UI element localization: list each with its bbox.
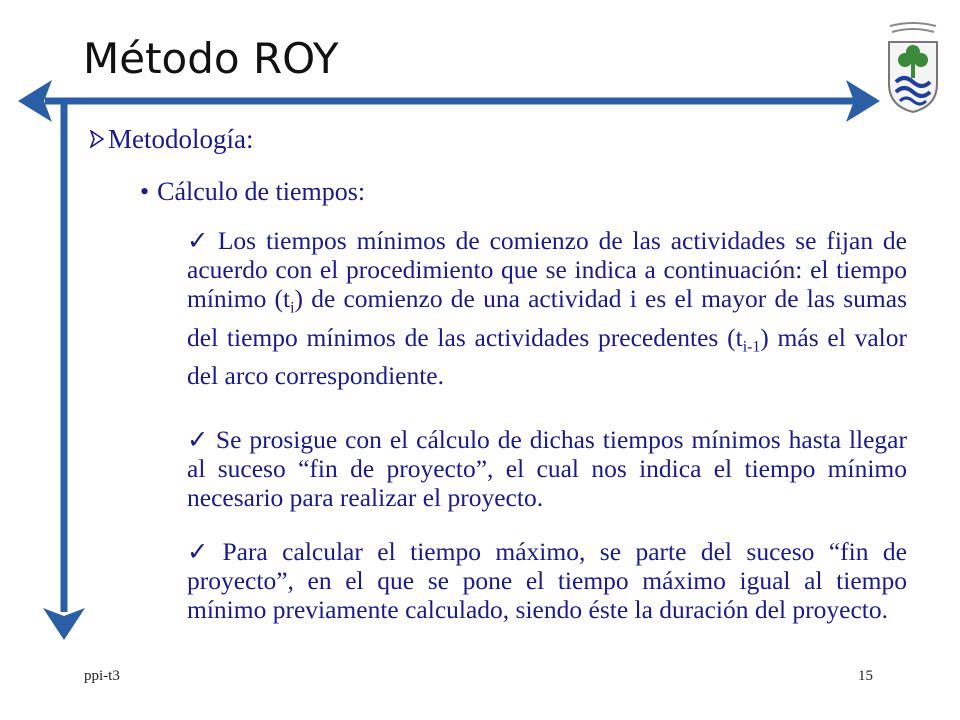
checkmark-icon: ✓ — [187, 537, 217, 566]
paragraph-text-c: ) más el valor del arco correspondiente. — [187, 322, 907, 391]
bullet-level1 — [90, 124, 253, 155]
bullet-level2 — [140, 177, 365, 207]
page-number: 15 — [858, 668, 873, 684]
bullet-dot: • — [140, 177, 150, 206]
checkmark-icon: ✓ — [187, 425, 210, 454]
footer-label: ppi-t3 — [84, 668, 120, 684]
checkmark-icon: ✓ — [187, 226, 212, 255]
paragraph-text-b: ) de comienzo de una actividad i es el mayor de las sumas del tiempo mínimos de las actividades precedentes (t — [187, 284, 907, 352]
bullet-level1-text: Metodología: — [108, 124, 254, 154]
shield-logo-icon — [884, 22, 942, 114]
bullet-level2-text: Cálculo de tiempos: — [157, 177, 366, 206]
slide-title: Método ROY — [83, 34, 339, 83]
paragraph-continue — [187, 425, 907, 512]
subscript-i-1: i-1 — [742, 338, 761, 356]
paragraph-text: Se prosigue con el cálculo de dichas tiempos mínimos hasta llegar al suceso “fin de proyecto”, el cual nos indica el tiempo mínimo necesario para realizar el proyecto. — [187, 425, 907, 512]
paragraph-max-times — [187, 537, 907, 624]
paragraph-min-times — [187, 226, 907, 390]
paragraph-text-a: Los tiempos mínimos de comienzo de las actividades se fijan de acuerdo con el procedimiento que se indica a continuación: el tiempo mínimo (t — [187, 226, 907, 313]
subscript-i: i — [290, 299, 295, 317]
arrowhead-bullet-icon — [90, 130, 104, 148]
paragraph-text: Para calcular el tiempo máximo, se parte del suceso “fin de proyecto”, en el que se pone el tiempo máximo igual al tiempo mínimo previamente calculado, siendo éste la duración del proyecto. — [187, 537, 907, 624]
